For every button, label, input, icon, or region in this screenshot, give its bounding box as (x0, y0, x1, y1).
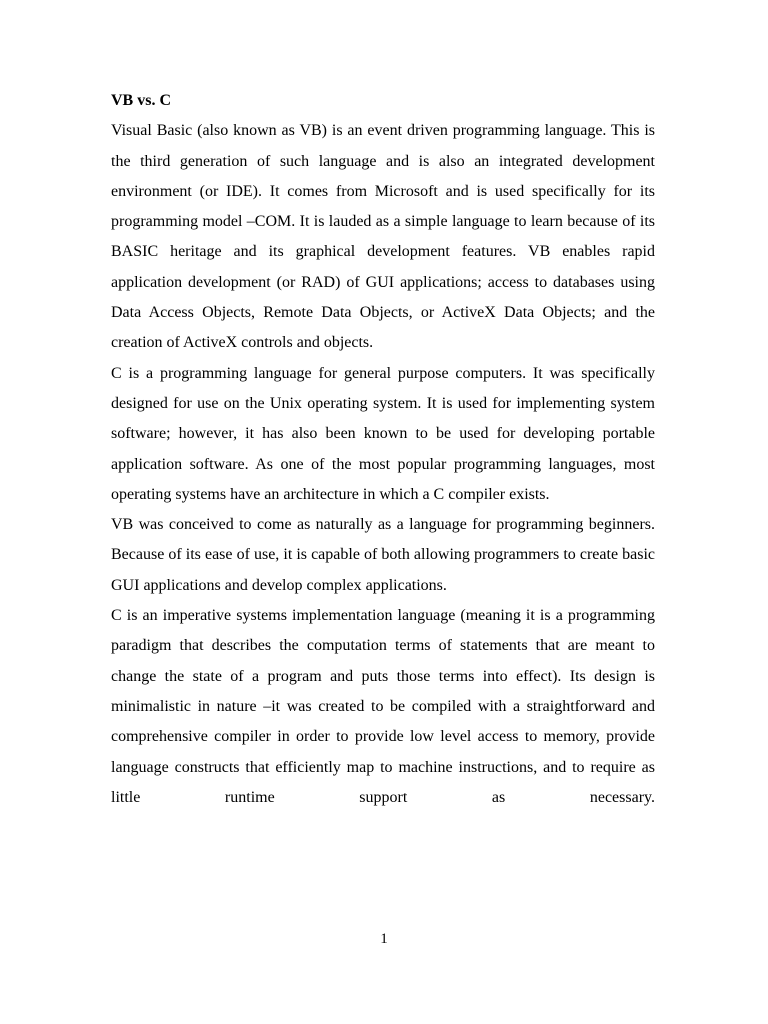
document-title: VB vs. C (111, 92, 172, 109)
paragraph-vb-ease: VB was conceived to come as naturally as a language for programming beginners. Because of its ease of use, it is capable of both allowing programmers to create basic GUI applications and develop complex applications. (111, 516, 655, 594)
paragraph-c-intro: C is a programming language for general purpose computers. It was specifically designed for use on the Unix operating system. It is used for implementing system software; however, it has also been known to be used for developing portable application software. As one of the most popular programming languages, most operating systems have an architecture in which a C compiler exists. (111, 364, 655, 503)
document-body (111, 86, 655, 813)
paragraph-c-design: C is an imperative systems implementation language (meaning it is a programming paradigm that describes the computation terms of statements that are meant to change the state of a program and puts those terms into effect). Its design is minimalistic in nature –it was created to be compiled with a straightforward and comprehensive compiler in order to provide low level access to memory, provide language constructs that efficiently map to machine instructions, and to require as little runtime support as necessary. (111, 607, 655, 806)
page-number: 1 (380, 931, 388, 947)
paragraph-vb-intro: Visual Basic (also known as VB) is an event driven programming language. This is the third generation of such language and is also an integrated development environment (or IDE). It comes from Microsoft and is used specifically for its programming model –COM. It is lauded as a simple language to learn because of its BASIC heritage and its graphical development features. VB enables rapid application development (or RAD) of GUI applications; access to databases using Data Access Objects, Remote Data Objects, or ActiveX Data Objects; and the creation of ActiveX controls and objects. (111, 122, 655, 352)
